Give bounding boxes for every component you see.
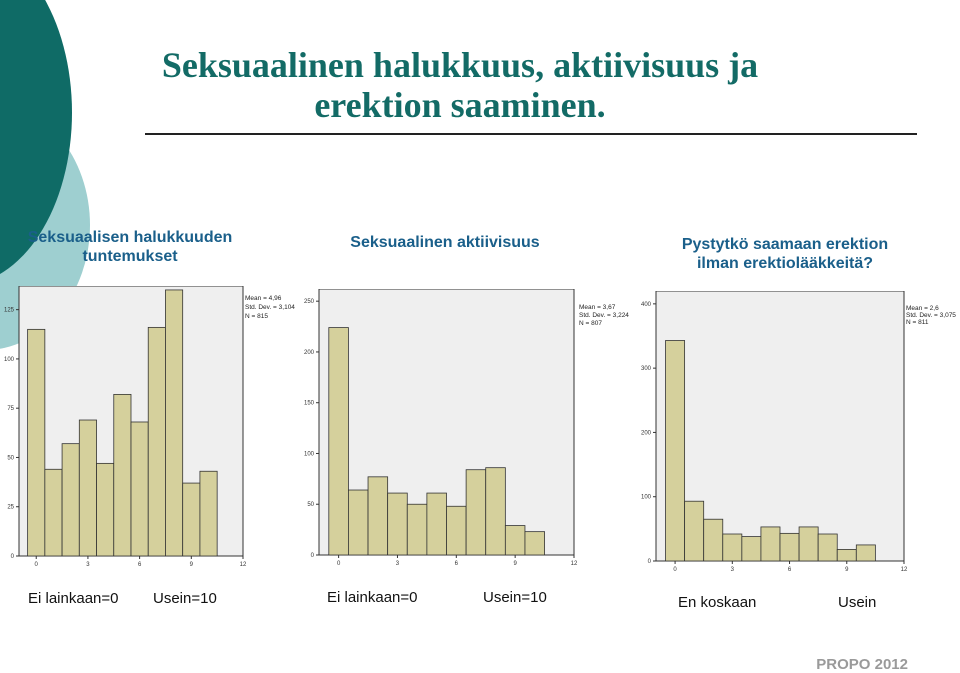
histogram-bar — [388, 493, 408, 555]
y-tick-label: 125 — [3, 307, 14, 314]
slide-title-line-1: Seksuaalinen halukkuus, aktiivisuus ja — [161, 45, 759, 85]
x-tick-label: 3 — [86, 562, 90, 568]
chart-1-title-line-1: Seksuaalisen halukkuuden — [27, 229, 233, 246]
y-tick-label: 75 — [7, 406, 14, 413]
histogram-bar — [856, 545, 875, 561]
histogram-bar — [148, 327, 165, 556]
histogram-bar — [97, 463, 114, 556]
chart-2-right-scale-label: Usein=10 — [483, 589, 547, 606]
y-tick-label: 250 — [303, 299, 314, 306]
chart-3-title-line-2: ilman erektiolääkkeitä? — [696, 255, 874, 272]
chart-3-right-scale-label: Usein — [838, 594, 877, 611]
chart-1-right-scale-label: Usein=10 — [153, 590, 217, 607]
x-tick-label: 0 — [336, 561, 341, 567]
histogram-bar — [45, 469, 62, 556]
histogram-bar — [837, 549, 856, 561]
histogram-1 — [0, 286, 300, 576]
x-tick-label: 9 — [189, 562, 193, 568]
x-tick-label: 3 — [395, 561, 400, 567]
chart-3-title — [655, 235, 915, 273]
x-tick-label: 9 — [513, 561, 517, 567]
chart-3-left-scale-label: En koskaan — [678, 594, 757, 611]
slide-title-line-2: erektion saaminen. — [314, 85, 606, 125]
chart-2-title-line-1: Seksuaalinen aktiivisuus — [350, 234, 540, 251]
histogram-bar — [761, 527, 780, 561]
histogram-bar — [466, 470, 486, 555]
histogram-bar — [348, 490, 368, 555]
y-tick-label: 100 — [303, 451, 314, 458]
stats-line: N = 815 — [245, 313, 268, 320]
histogram-bar — [447, 506, 467, 555]
stats-line: Mean = 4,96 — [245, 295, 282, 302]
histogram-bar — [666, 341, 685, 562]
x-tick-label: 9 — [845, 567, 849, 573]
x-tick-label: 0 — [673, 567, 677, 573]
histogram-bar — [486, 468, 506, 555]
histogram-bar — [183, 483, 200, 556]
histogram-bar — [62, 444, 79, 556]
histogram-bar — [818, 534, 837, 561]
x-tick-label: 6 — [454, 561, 458, 567]
stats-line: Std. Dev. = 3,075 — [906, 312, 956, 319]
x-tick-label: 12 — [900, 567, 908, 573]
stats-line: N = 807 — [579, 320, 602, 327]
stats-line: Std. Dev. = 3,224 — [579, 312, 629, 319]
histogram-bar — [704, 519, 723, 561]
y-tick-label: 50 — [7, 455, 14, 462]
histogram-bar — [723, 534, 742, 561]
stats-line: Std. Dev. = 3,104 — [245, 304, 295, 311]
x-tick-label: 6 — [787, 567, 792, 573]
histogram-bar — [329, 328, 349, 555]
y-tick-label: 100 — [640, 494, 651, 501]
y-tick-label: 400 — [640, 301, 651, 308]
histogram-bar — [742, 537, 761, 561]
y-tick-label: 150 — [303, 400, 314, 407]
x-tick-label: 12 — [570, 561, 578, 567]
histogram-bar — [79, 420, 96, 556]
histogram-bar — [525, 532, 545, 555]
histogram-bar — [131, 422, 148, 556]
chart-2-left-scale-label: Ei lainkaan=0 — [327, 589, 418, 606]
x-tick-label: 0 — [34, 562, 38, 568]
stats-line: Mean = 2,6 — [906, 305, 939, 312]
y-tick-label: 300 — [640, 366, 651, 373]
x-tick-label: 3 — [730, 567, 734, 573]
stats-line: N = 811 — [906, 319, 929, 326]
chart-3-title-line-1: Pystytkö saamaan erektion — [681, 236, 889, 253]
histogram-bar — [28, 329, 45, 556]
histogram-bar — [407, 504, 427, 555]
histogram-bar — [200, 471, 217, 556]
y-tick-label: 0 — [10, 554, 14, 560]
histogram-bar — [165, 290, 182, 556]
chart-1-left-scale-label: Ei lainkaan=0 — [28, 590, 119, 607]
x-tick-label: 12 — [239, 562, 247, 568]
footer-text: PROPO 2012 — [816, 656, 908, 673]
histogram-bar — [505, 526, 525, 555]
stats-line: Mean = 3,67 — [579, 304, 616, 311]
histogram-bar — [368, 477, 388, 555]
histogram-bar — [685, 501, 704, 561]
histogram-bar — [114, 394, 131, 556]
histogram-bar — [799, 527, 818, 561]
histogram-3 — [636, 291, 956, 581]
y-tick-label: 50 — [307, 502, 314, 509]
y-tick-label: 0 — [310, 553, 314, 559]
y-tick-label: 100 — [3, 356, 14, 363]
histogram-2 — [296, 289, 642, 579]
y-tick-label: 200 — [303, 349, 314, 356]
histogram-bar — [780, 533, 799, 561]
chart-1-title — [25, 228, 235, 266]
title-divider — [145, 133, 917, 135]
chart-1-title-line-2: tuntemukset — [82, 248, 178, 265]
chart-2-title — [325, 233, 565, 252]
y-tick-label: 200 — [640, 430, 651, 437]
histogram-bar — [427, 493, 447, 555]
y-tick-label: 25 — [7, 504, 14, 511]
x-tick-label: 6 — [137, 562, 142, 568]
y-tick-label: 0 — [647, 559, 651, 565]
